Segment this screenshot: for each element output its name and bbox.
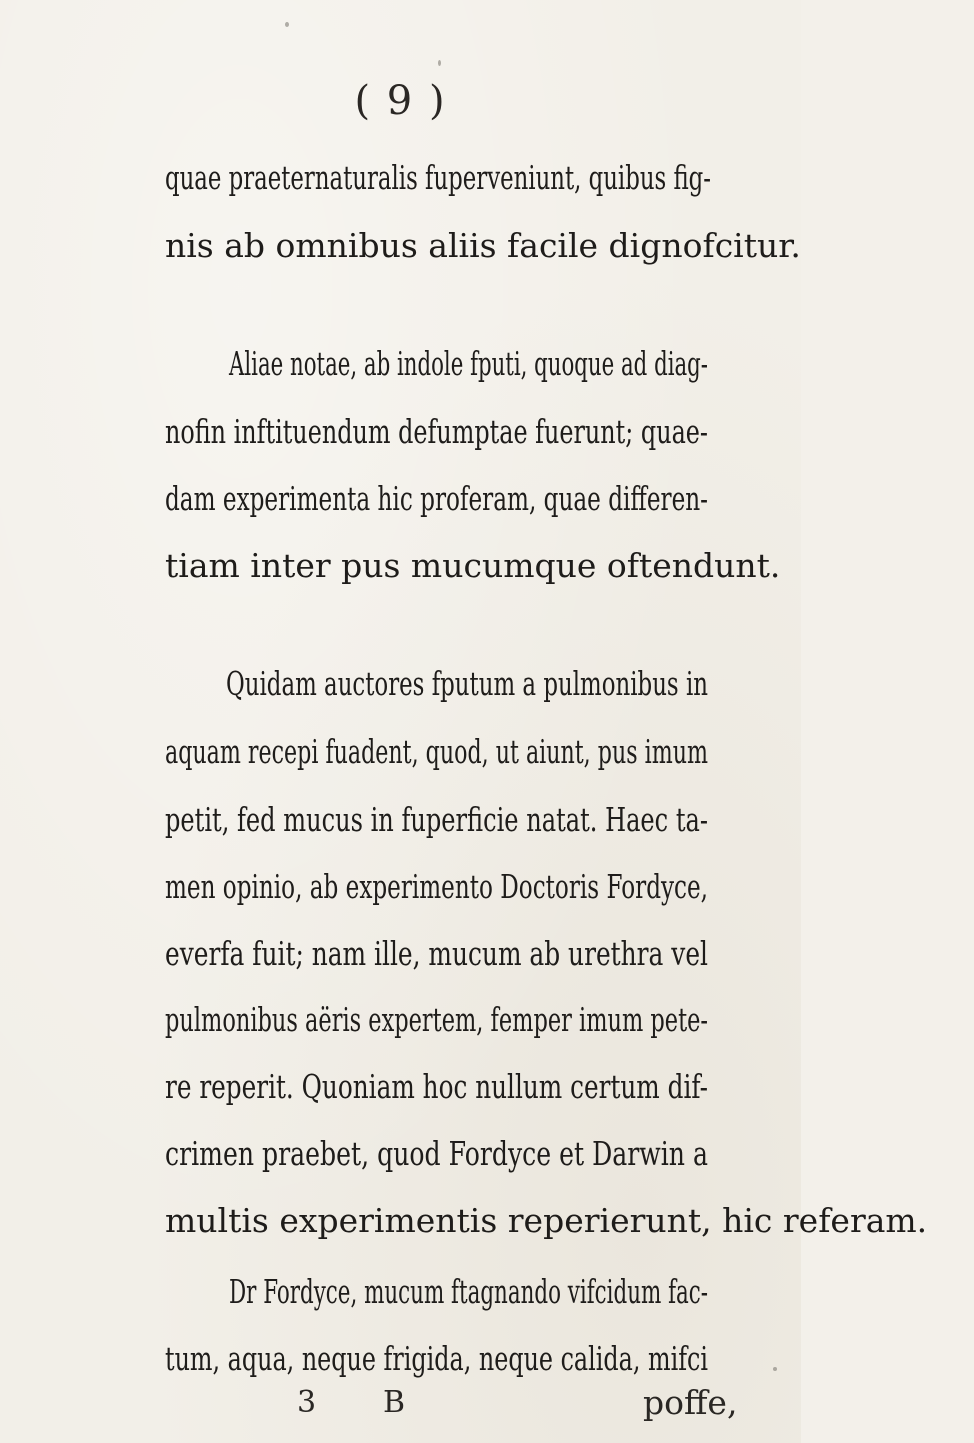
text-line: quae praeternaturalis fuperveniunt, quibus fig- (165, 158, 711, 197)
bleed-through-line (180, 270, 700, 306)
text-line: Aliae notae, ab indole fputi, quoque ad diag- (229, 344, 708, 383)
text-line: men opinio, ab experimento Doctoris Fordyce, (165, 867, 708, 906)
text-line: nofin inftituendum defumptae fuerunt; quae- (165, 412, 708, 451)
text-line: aquam recepi fuadent, quod, ut aiunt, pus imum (165, 732, 708, 771)
text-line: Dr Fordyce, mucum ftagnando vifcidum fac- (229, 1272, 708, 1311)
text-line: Quidam auctores fputum a pulmonibus in (226, 664, 708, 703)
ink-speck (438, 60, 441, 66)
catchword: poffe, (643, 1383, 738, 1422)
text-line: tiam inter pus mucumque oftendunt. (165, 546, 781, 585)
text-line: tum, aqua, neque frigida, neque calida, mifci (165, 1339, 708, 1378)
ink-speck (773, 1367, 777, 1371)
ink-speck (285, 22, 289, 27)
page-number: ( 9 ) (354, 78, 447, 124)
text-line: everfa fuit; nam ille, mucum ab urethra vel (165, 934, 708, 973)
text-line: crimen praebet, quod Fordyce et Darwin a (165, 1134, 708, 1173)
text-line: nis ab omnibus aliis facile dignofcitur. (165, 226, 801, 265)
sheet-letter: B (383, 1385, 406, 1420)
text-line: pulmonibus aëris expertem, femper imum pete- (165, 1000, 708, 1039)
text-line: multis experimentis reperierunt, hic referam. (165, 1201, 928, 1240)
signature-mark: 3 (297, 1385, 317, 1420)
text-line: re reperit. Quoniam hoc nullum certum dif- (165, 1067, 708, 1106)
text-line: petit, fed mucus in fuperficie natat. Haec ta- (165, 800, 708, 839)
text-line: dam experimenta hic proferam, quae differen- (165, 479, 708, 518)
